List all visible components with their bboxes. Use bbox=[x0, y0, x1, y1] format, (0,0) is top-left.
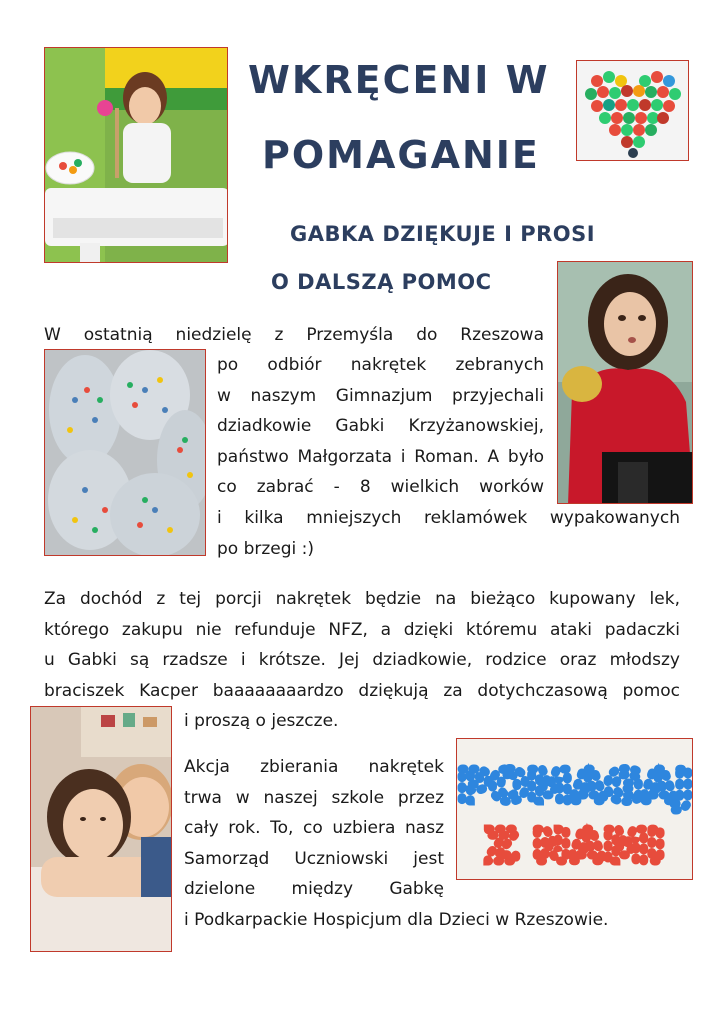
paragraph-1-line-2: po odbiór nakrętek zebranych bbox=[217, 355, 544, 375]
subtitle-line2: O DALSZĄ POMOC bbox=[271, 270, 492, 294]
photo-pomagaj-collage bbox=[456, 738, 693, 880]
paragraph-1 bbox=[44, 320, 544, 351]
paragraph-3-line-1: Akcja zbierania nakrętek bbox=[184, 757, 444, 777]
photo-bags-of-caps bbox=[44, 349, 206, 556]
photo-siblings bbox=[30, 706, 172, 952]
paragraph-2-line-1: Za dochód z tej porcji nakrętek będzie na bieżąco kupowany lek, bbox=[44, 589, 680, 609]
paragraph-1-line-5: państwo Małgorzata i Roman. A było bbox=[217, 446, 544, 467]
paragraph-2-line-4: braciszek Kacper baaaaaaaardzo dziękują za dotychczasową pomoc bbox=[44, 680, 680, 701]
paragraph-2-tail bbox=[184, 706, 484, 737]
paragraph-2-line-2: którego zakupu nie refunduje NFZ, a dzięki któremu ataki padaczki bbox=[44, 619, 680, 640]
heart-caps-image bbox=[577, 61, 689, 161]
paragraph-2-line-3: u Gabki są rzadsze i krótsze. Jej dziadkowie, rodzice oraz młodszy bbox=[44, 650, 680, 670]
paragraph-1-line-1: W ostatnią niedzielę z Przemyśla do Rzeszowa bbox=[44, 325, 544, 345]
photo-girl-at-table bbox=[44, 47, 228, 263]
paragraph-3-line-5: dzielone między Gabkę bbox=[184, 879, 444, 899]
paragraph-3-line-4: Samorząd Uczniowski jest bbox=[184, 848, 444, 869]
pomagaj-collage-image bbox=[457, 739, 693, 880]
girl-red-sweater-image bbox=[558, 262, 693, 504]
paragraph-2-line-5: i proszą o jeszcze. bbox=[184, 711, 339, 731]
photo-girl-at-table-image bbox=[45, 48, 228, 263]
photo-heart-caps bbox=[576, 60, 689, 161]
collage-line2: Z NAMI bbox=[485, 821, 665, 872]
paragraph-2 bbox=[44, 584, 680, 706]
paragraph-1-line-6: co zabrać - 8 wielkich worków bbox=[217, 477, 544, 497]
paragraph-3-line-6: i Podkarpackie Hospicjum dla Dzieci w Rzeszowie. bbox=[184, 910, 609, 930]
subtitle-line1: GABKA DZIĘKUJE I PROSI bbox=[290, 222, 596, 246]
paragraph-1-line-3: w naszym Gimnazjum przyjechali bbox=[217, 385, 544, 406]
paragraph-3 bbox=[184, 752, 444, 905]
paragraph-1-indented bbox=[217, 350, 544, 503]
paragraph-1-line-4: dziadkowie Gabki Krzyżanowskiej, bbox=[217, 416, 544, 436]
collage-line1: POMAGAJ bbox=[457, 761, 693, 812]
page-title-line1: WKRĘCENI W bbox=[248, 58, 550, 102]
bags-of-caps-image bbox=[45, 350, 206, 556]
paragraph-1-line-8: po brzegi :) bbox=[217, 538, 315, 559]
photo-girl-red-sweater bbox=[557, 261, 693, 504]
paragraph-3-tail bbox=[184, 905, 684, 936]
siblings-image bbox=[31, 707, 172, 952]
paragraph-3-line-2: trwa w naszej szkole przez bbox=[184, 787, 444, 808]
page-title-line2: POMAGANIE bbox=[262, 133, 540, 177]
paragraph-1-wide bbox=[217, 503, 680, 564]
paragraph-1-line-7: i kilka mniejszych reklamówek wypakowanych bbox=[217, 508, 680, 528]
paragraph-3-line-3: cały rok. To, co uzbiera nasz bbox=[184, 818, 444, 838]
